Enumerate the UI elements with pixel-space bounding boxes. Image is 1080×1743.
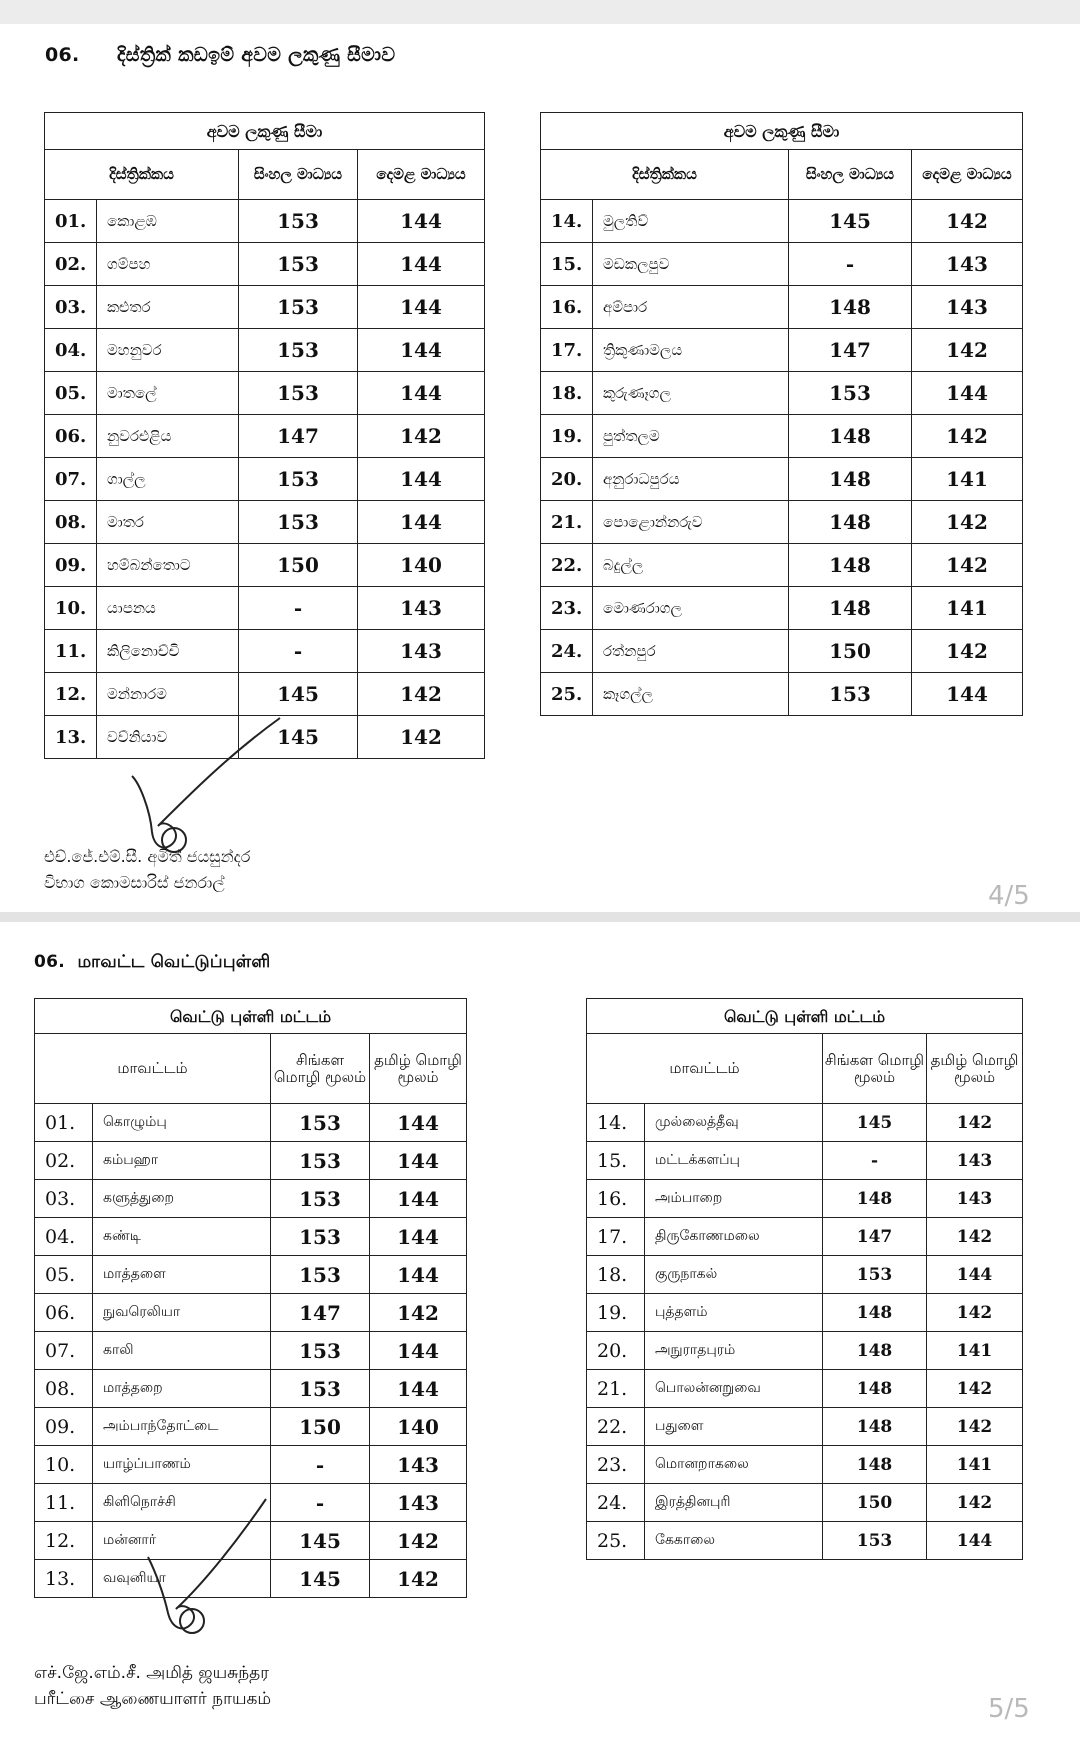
tamil-medium-cutoff: 142: [912, 415, 1023, 458]
table-row: [587, 1370, 1023, 1408]
sinhala-medium-cutoff: 147: [239, 415, 358, 458]
table-row: [35, 1142, 467, 1180]
tamil-medium-cutoff: 142: [927, 1218, 1023, 1256]
sinhala-medium-cutoff: -: [271, 1446, 370, 1484]
district-name: கண்டி: [93, 1218, 271, 1256]
sinhala-medium-cutoff: 147: [789, 329, 912, 372]
tamil-medium-cutoff: 142: [927, 1370, 1023, 1408]
row-number: 25.: [587, 1522, 645, 1560]
row-number: 17.: [541, 329, 593, 372]
tamil-medium-cutoff: 144: [370, 1142, 467, 1180]
tamil-medium-cutoff: 144: [370, 1332, 467, 1370]
tamil-medium-cutoff: 143: [927, 1142, 1023, 1180]
table-row: [541, 329, 1023, 372]
row-number: 14.: [541, 200, 593, 243]
sinhala-medium-cutoff: 148: [789, 458, 912, 501]
table-row: [45, 501, 485, 544]
sinhala-medium-cutoff: 148: [789, 286, 912, 329]
district-name: රත්නපුර: [593, 630, 789, 673]
sinhala-medium-cutoff: 150: [823, 1484, 927, 1522]
sinhala-medium-cutoff: 148: [823, 1180, 927, 1218]
district-name: கிளிநொச்சி: [93, 1484, 271, 1522]
district-name: පොළොන්නරුව: [593, 501, 789, 544]
district-name: මොණරාගල: [593, 587, 789, 630]
sinhala-medium-cutoff: 150: [789, 630, 912, 673]
row-number: 03.: [35, 1180, 93, 1218]
district-name: මන්නාරම: [97, 673, 239, 716]
district-name: புத்தளம்: [645, 1294, 823, 1332]
district-name: පුත්තලම: [593, 415, 789, 458]
sinhala-medium-cutoff: 148: [789, 501, 912, 544]
row-number: 10.: [35, 1446, 93, 1484]
row-number: 23.: [541, 587, 593, 630]
sinhala-medium-cutoff: 153: [239, 501, 358, 544]
district-name: யாழ்ப்பாணம்: [93, 1446, 271, 1484]
section-title: மாவட்ட வெட்டுப்புள்ளி: [77, 952, 271, 972]
district-name: හම්බන්තොට: [97, 544, 239, 587]
district-name: කෑගල්ල: [593, 673, 789, 716]
tamil-medium-cutoff: 142: [927, 1408, 1023, 1446]
row-number: 16.: [587, 1180, 645, 1218]
sinhala-medium-cutoff: 145: [789, 200, 912, 243]
tamil-medium-cutoff: 142: [927, 1484, 1023, 1522]
district-name: கேகாலை: [645, 1522, 823, 1560]
district-name: பதுளை: [645, 1408, 823, 1446]
table-row: [541, 200, 1023, 243]
sinhala-medium-cutoff: 148: [823, 1294, 927, 1332]
table-row: [587, 1294, 1023, 1332]
table-row: [35, 1332, 467, 1370]
tamil-medium-cutoff: 141: [912, 458, 1023, 501]
tamil-medium-cutoff: 142: [912, 630, 1023, 673]
row-number: 12.: [35, 1522, 93, 1560]
column-header-sinhala-medium: சிங்கள மொழி மூலம்: [823, 1034, 927, 1104]
sinhala-medium-cutoff: 153: [823, 1522, 927, 1560]
district-name: ගාල්ල: [97, 458, 239, 501]
table-row: [35, 1218, 467, 1256]
table-body: [587, 1104, 1023, 1560]
table-row: [541, 630, 1023, 673]
district-name: කුරුණෑගල: [593, 372, 789, 415]
table-row: [541, 243, 1023, 286]
signatory-title: විභාග කොමසාරිස් ජනරාල්: [44, 873, 225, 892]
tamil-medium-cutoff: 143: [912, 243, 1023, 286]
district-name: முல்லைத்தீவு: [645, 1104, 823, 1142]
signature: [120, 714, 300, 864]
document-page-tamil: [0, 922, 1080, 1743]
sinhala-medium-cutoff: 145: [239, 716, 358, 759]
row-number: 02.: [45, 243, 97, 286]
tamil-medium-cutoff: 144: [370, 1256, 467, 1294]
row-number: 16.: [541, 286, 593, 329]
row-number: 20.: [541, 458, 593, 501]
row-number: 09.: [35, 1408, 93, 1446]
tamil-medium-cutoff: 142: [912, 200, 1023, 243]
table-row: [35, 1446, 467, 1484]
district-name: களுத்துறை: [93, 1180, 271, 1218]
district-name: பொலன்னறுவை: [645, 1370, 823, 1408]
section-title: දිස්ත්‍රික් කඩඉම් අවම ලකුණු සීමාව: [117, 44, 396, 66]
table-row: [587, 1256, 1023, 1294]
district-name: கம்பஹா: [93, 1142, 271, 1180]
tamil-medium-cutoff: 144: [370, 1218, 467, 1256]
district-name: கொழும்பு: [93, 1104, 271, 1142]
tamil-medium-cutoff: 143: [927, 1180, 1023, 1218]
table-row: [587, 1446, 1023, 1484]
sinhala-medium-cutoff: 148: [789, 587, 912, 630]
row-number: 18.: [541, 372, 593, 415]
table-row: [35, 1180, 467, 1218]
signatory-name: எச்.ஜே.எம்.சீ. அமித் ஜயசுந்தர: [34, 1663, 270, 1683]
table-row: [45, 458, 485, 501]
table-row: [45, 286, 485, 329]
tamil-medium-cutoff: 143: [370, 1446, 467, 1484]
district-name: මුලතිව්: [593, 200, 789, 243]
row-number: 07.: [45, 458, 97, 501]
table-row: [45, 200, 485, 243]
district-name: මාතර: [97, 501, 239, 544]
district-name: ත්‍රිකුණාමලය: [593, 329, 789, 372]
row-number: 17.: [587, 1218, 645, 1256]
table-row: [587, 1332, 1023, 1370]
row-number: 08.: [35, 1370, 93, 1408]
district-name: நுவரெலியா: [93, 1294, 271, 1332]
district-name: මහනුවර: [97, 329, 239, 372]
table-row: [35, 1408, 467, 1446]
page-number: 5/5: [988, 1694, 1030, 1724]
table-row: [45, 243, 485, 286]
district-name: குருநாகல்: [645, 1256, 823, 1294]
table-row: [587, 1104, 1023, 1142]
cutoff-table-right: [586, 998, 1023, 1560]
row-number: 20.: [587, 1332, 645, 1370]
tamil-medium-cutoff: 140: [370, 1408, 467, 1446]
table-row: [45, 544, 485, 587]
sinhala-medium-cutoff: 148: [823, 1408, 927, 1446]
table-row: [45, 372, 485, 415]
row-number: 11.: [35, 1484, 93, 1522]
tamil-medium-cutoff: 142: [912, 544, 1023, 587]
row-number: 02.: [35, 1142, 93, 1180]
table-row: [587, 1142, 1023, 1180]
table-row: [35, 1256, 467, 1294]
column-header-sinhala-medium: சிங்கள மொழி மூலம்: [271, 1034, 370, 1104]
tamil-medium-cutoff: 144: [358, 501, 485, 544]
row-number: 21.: [541, 501, 593, 544]
table-row: [587, 1484, 1023, 1522]
tamil-medium-cutoff: 143: [358, 630, 485, 673]
tamil-medium-cutoff: 142: [927, 1294, 1023, 1332]
tamil-medium-cutoff: 143: [358, 587, 485, 630]
column-header-tamil-medium: දෙමළ මාධ්‍යය: [358, 150, 485, 200]
tamil-medium-cutoff: 144: [358, 243, 485, 286]
sinhala-medium-cutoff: 153: [271, 1142, 370, 1180]
sinhala-medium-cutoff: 153: [271, 1332, 370, 1370]
row-number: 04.: [45, 329, 97, 372]
signature: [140, 1497, 290, 1647]
row-number: 01.: [35, 1104, 93, 1142]
tamil-medium-cutoff: 144: [927, 1522, 1023, 1560]
district-name: වව්නියාව: [97, 716, 239, 759]
column-header-tamil-medium: தமிழ் மொழி மூலம்: [370, 1034, 467, 1104]
table-row: [541, 673, 1023, 716]
sinhala-medium-cutoff: -: [271, 1484, 370, 1522]
row-number: 19.: [541, 415, 593, 458]
document-page-sinhala: [0, 24, 1080, 912]
table-body: [45, 200, 485, 759]
row-number: 21.: [587, 1370, 645, 1408]
tamil-medium-cutoff: 140: [358, 544, 485, 587]
sinhala-medium-cutoff: -: [823, 1142, 927, 1180]
tamil-medium-cutoff: 144: [358, 200, 485, 243]
row-number: 11.: [45, 630, 97, 673]
column-header-district: மாவட்டம்: [587, 1034, 823, 1104]
table-row: [35, 1294, 467, 1332]
table-row: [45, 587, 485, 630]
table-row: [541, 286, 1023, 329]
row-number: 18.: [587, 1256, 645, 1294]
tamil-medium-cutoff: 142: [370, 1522, 467, 1560]
column-header-district: மாவட்டம்: [35, 1034, 271, 1104]
sinhala-medium-cutoff: 148: [823, 1332, 927, 1370]
table-row: [541, 544, 1023, 587]
column-header-tamil-medium: දෙමළ මාධ්‍යය: [912, 150, 1023, 200]
row-number: 05.: [35, 1256, 93, 1294]
district-name: කළුතර: [97, 286, 239, 329]
sinhala-medium-cutoff: -: [789, 243, 912, 286]
section-number: 06.: [34, 952, 66, 972]
column-header-district: දිස්ත්‍රික්කය: [45, 150, 239, 200]
tamil-medium-cutoff: 142: [370, 1560, 467, 1598]
signatory-block: [44, 844, 250, 896]
district-name: மாத்தளை: [93, 1256, 271, 1294]
row-number: 23.: [587, 1446, 645, 1484]
tamil-medium-cutoff: 144: [927, 1256, 1023, 1294]
table-row: [587, 1180, 1023, 1218]
district-name: காலி: [93, 1332, 271, 1370]
district-name: මාතලේ: [97, 372, 239, 415]
row-number: 22.: [587, 1408, 645, 1446]
table-body: [541, 200, 1023, 716]
district-name: மன்னார்: [93, 1522, 271, 1560]
signatory-title: பரீட்சை ஆணையாளர் நாயகம்: [34, 1689, 272, 1709]
table-row: [587, 1218, 1023, 1256]
sinhala-medium-cutoff: 150: [271, 1408, 370, 1446]
row-number: 05.: [45, 372, 97, 415]
table-title: අවම ලකුණු සීමා: [541, 113, 1023, 150]
row-number: 06.: [45, 415, 97, 458]
sinhala-medium-cutoff: 148: [823, 1370, 927, 1408]
sinhala-medium-cutoff: -: [239, 630, 358, 673]
row-number: 15.: [587, 1142, 645, 1180]
row-number: 09.: [45, 544, 97, 587]
sinhala-medium-cutoff: 147: [823, 1218, 927, 1256]
row-number: 24.: [587, 1484, 645, 1522]
row-number: 25.: [541, 673, 593, 716]
table-row: [35, 1104, 467, 1142]
row-number: 13.: [35, 1560, 93, 1598]
tamil-medium-cutoff: 141: [927, 1446, 1023, 1484]
sinhala-medium-cutoff: 145: [239, 673, 358, 716]
tamil-medium-cutoff: 142: [358, 673, 485, 716]
cutoff-table-right: [540, 112, 1023, 716]
table-title: வெட்டு புள்ளி மட்டம்: [587, 999, 1023, 1034]
sinhala-medium-cutoff: 148: [823, 1446, 927, 1484]
tamil-medium-cutoff: 144: [358, 286, 485, 329]
page-number: 4/5: [988, 881, 1030, 911]
table-title: வெட்டு புள்ளி மட்டம்: [35, 999, 467, 1034]
tamil-medium-cutoff: 142: [358, 716, 485, 759]
sinhala-medium-cutoff: 153: [239, 200, 358, 243]
sinhala-medium-cutoff: -: [239, 587, 358, 630]
row-number: 07.: [35, 1332, 93, 1370]
sinhala-medium-cutoff: 145: [271, 1560, 370, 1598]
section-heading: [34, 952, 271, 974]
row-number: 10.: [45, 587, 97, 630]
district-name: இரத்தினபுரி: [645, 1484, 823, 1522]
column-header-district: දිස්ත්‍රික්කය: [541, 150, 789, 200]
district-name: மொனறாகலை: [645, 1446, 823, 1484]
table-row: [45, 415, 485, 458]
row-number: 14.: [587, 1104, 645, 1142]
sinhala-medium-cutoff: 153: [271, 1370, 370, 1408]
table-row: [541, 415, 1023, 458]
district-name: திருகோணமலை: [645, 1218, 823, 1256]
signatory-name: එච්.ජේ.එම්.සී. අමිත් ජයසුන්දර: [44, 847, 251, 866]
tamil-medium-cutoff: 143: [912, 286, 1023, 329]
sinhala-medium-cutoff: 153: [789, 372, 912, 415]
tamil-medium-cutoff: 144: [358, 458, 485, 501]
cutoff-table-left: [44, 112, 485, 759]
tamil-medium-cutoff: 142: [912, 501, 1023, 544]
tamil-medium-cutoff: 143: [370, 1484, 467, 1522]
row-number: 19.: [587, 1294, 645, 1332]
sinhala-medium-cutoff: 153: [271, 1218, 370, 1256]
table-row: [541, 501, 1023, 544]
district-name: அம்பாந்தோட்டை: [93, 1408, 271, 1446]
sinhala-medium-cutoff: 153: [239, 458, 358, 501]
tamil-medium-cutoff: 144: [912, 673, 1023, 716]
row-number: 03.: [45, 286, 97, 329]
district-name: අනුරාධපුරය: [593, 458, 789, 501]
column-header-sinhala-medium: සිංහල මාධ්‍යය: [789, 150, 912, 200]
tamil-medium-cutoff: 144: [912, 372, 1023, 415]
sinhala-medium-cutoff: 153: [239, 329, 358, 372]
tamil-medium-cutoff: 142: [358, 415, 485, 458]
tamil-medium-cutoff: 142: [370, 1294, 467, 1332]
section-number: 06.: [45, 44, 80, 66]
sinhala-medium-cutoff: 145: [823, 1104, 927, 1142]
district-name: නුවරඑළිය: [97, 415, 239, 458]
tamil-medium-cutoff: 144: [370, 1180, 467, 1218]
table-row: [45, 329, 485, 372]
sinhala-medium-cutoff: 153: [239, 286, 358, 329]
district-name: කොළඹ: [97, 200, 239, 243]
district-name: மட்டக்களப்பு: [645, 1142, 823, 1180]
tamil-medium-cutoff: 144: [370, 1370, 467, 1408]
row-number: 12.: [45, 673, 97, 716]
table-row: [45, 630, 485, 673]
table-row: [587, 1522, 1023, 1560]
sinhala-medium-cutoff: 153: [789, 673, 912, 716]
sinhala-medium-cutoff: 153: [239, 372, 358, 415]
sinhala-medium-cutoff: 148: [789, 415, 912, 458]
sinhala-medium-cutoff: 147: [271, 1294, 370, 1332]
district-name: අම්පාර: [593, 286, 789, 329]
column-header-tamil-medium: தமிழ் மொழி மூலம்: [927, 1034, 1023, 1104]
sinhala-medium-cutoff: 153: [271, 1104, 370, 1142]
tamil-medium-cutoff: 141: [912, 587, 1023, 630]
tamil-medium-cutoff: 144: [358, 329, 485, 372]
district-name: බදුල්ල: [593, 544, 789, 587]
tamil-medium-cutoff: 141: [927, 1332, 1023, 1370]
row-number: 24.: [541, 630, 593, 673]
district-name: அநுராதபுரம்: [645, 1332, 823, 1370]
row-number: 01.: [45, 200, 97, 243]
section-heading: [45, 44, 395, 66]
row-number: 06.: [35, 1294, 93, 1332]
district-name: යාපනය: [97, 587, 239, 630]
sinhala-medium-cutoff: 150: [239, 544, 358, 587]
row-number: 08.: [45, 501, 97, 544]
sinhala-medium-cutoff: 153: [239, 243, 358, 286]
district-name: ගම්පහ: [97, 243, 239, 286]
tamil-medium-cutoff: 144: [358, 372, 485, 415]
table-row: [541, 372, 1023, 415]
page-separator: [0, 912, 1080, 922]
table-row: [541, 587, 1023, 630]
table-row: [541, 458, 1023, 501]
signatory-block: [34, 1660, 271, 1712]
district-name: மாத்தறை: [93, 1370, 271, 1408]
district-name: කිලිනොච්චි: [97, 630, 239, 673]
sinhala-medium-cutoff: 153: [271, 1256, 370, 1294]
table-row: [35, 1370, 467, 1408]
district-name: அம்பாறை: [645, 1180, 823, 1218]
row-number: 15.: [541, 243, 593, 286]
row-number: 04.: [35, 1218, 93, 1256]
district-name: මඩකලපුව: [593, 243, 789, 286]
tamil-medium-cutoff: 144: [370, 1104, 467, 1142]
sinhala-medium-cutoff: 153: [823, 1256, 927, 1294]
row-number: 22.: [541, 544, 593, 587]
district-name: வவுனியா: [93, 1560, 271, 1598]
table-row: [587, 1408, 1023, 1446]
column-header-sinhala-medium: සිංහල මාධ්‍යය: [239, 150, 358, 200]
sinhala-medium-cutoff: 145: [271, 1522, 370, 1560]
table-row: [45, 673, 485, 716]
row-number: 13.: [45, 716, 97, 759]
sinhala-medium-cutoff: 153: [271, 1180, 370, 1218]
tamil-medium-cutoff: 142: [927, 1104, 1023, 1142]
sinhala-medium-cutoff: 148: [789, 544, 912, 587]
table-title: අවම ලකුණු සීමා: [45, 113, 485, 150]
tamil-medium-cutoff: 142: [912, 329, 1023, 372]
